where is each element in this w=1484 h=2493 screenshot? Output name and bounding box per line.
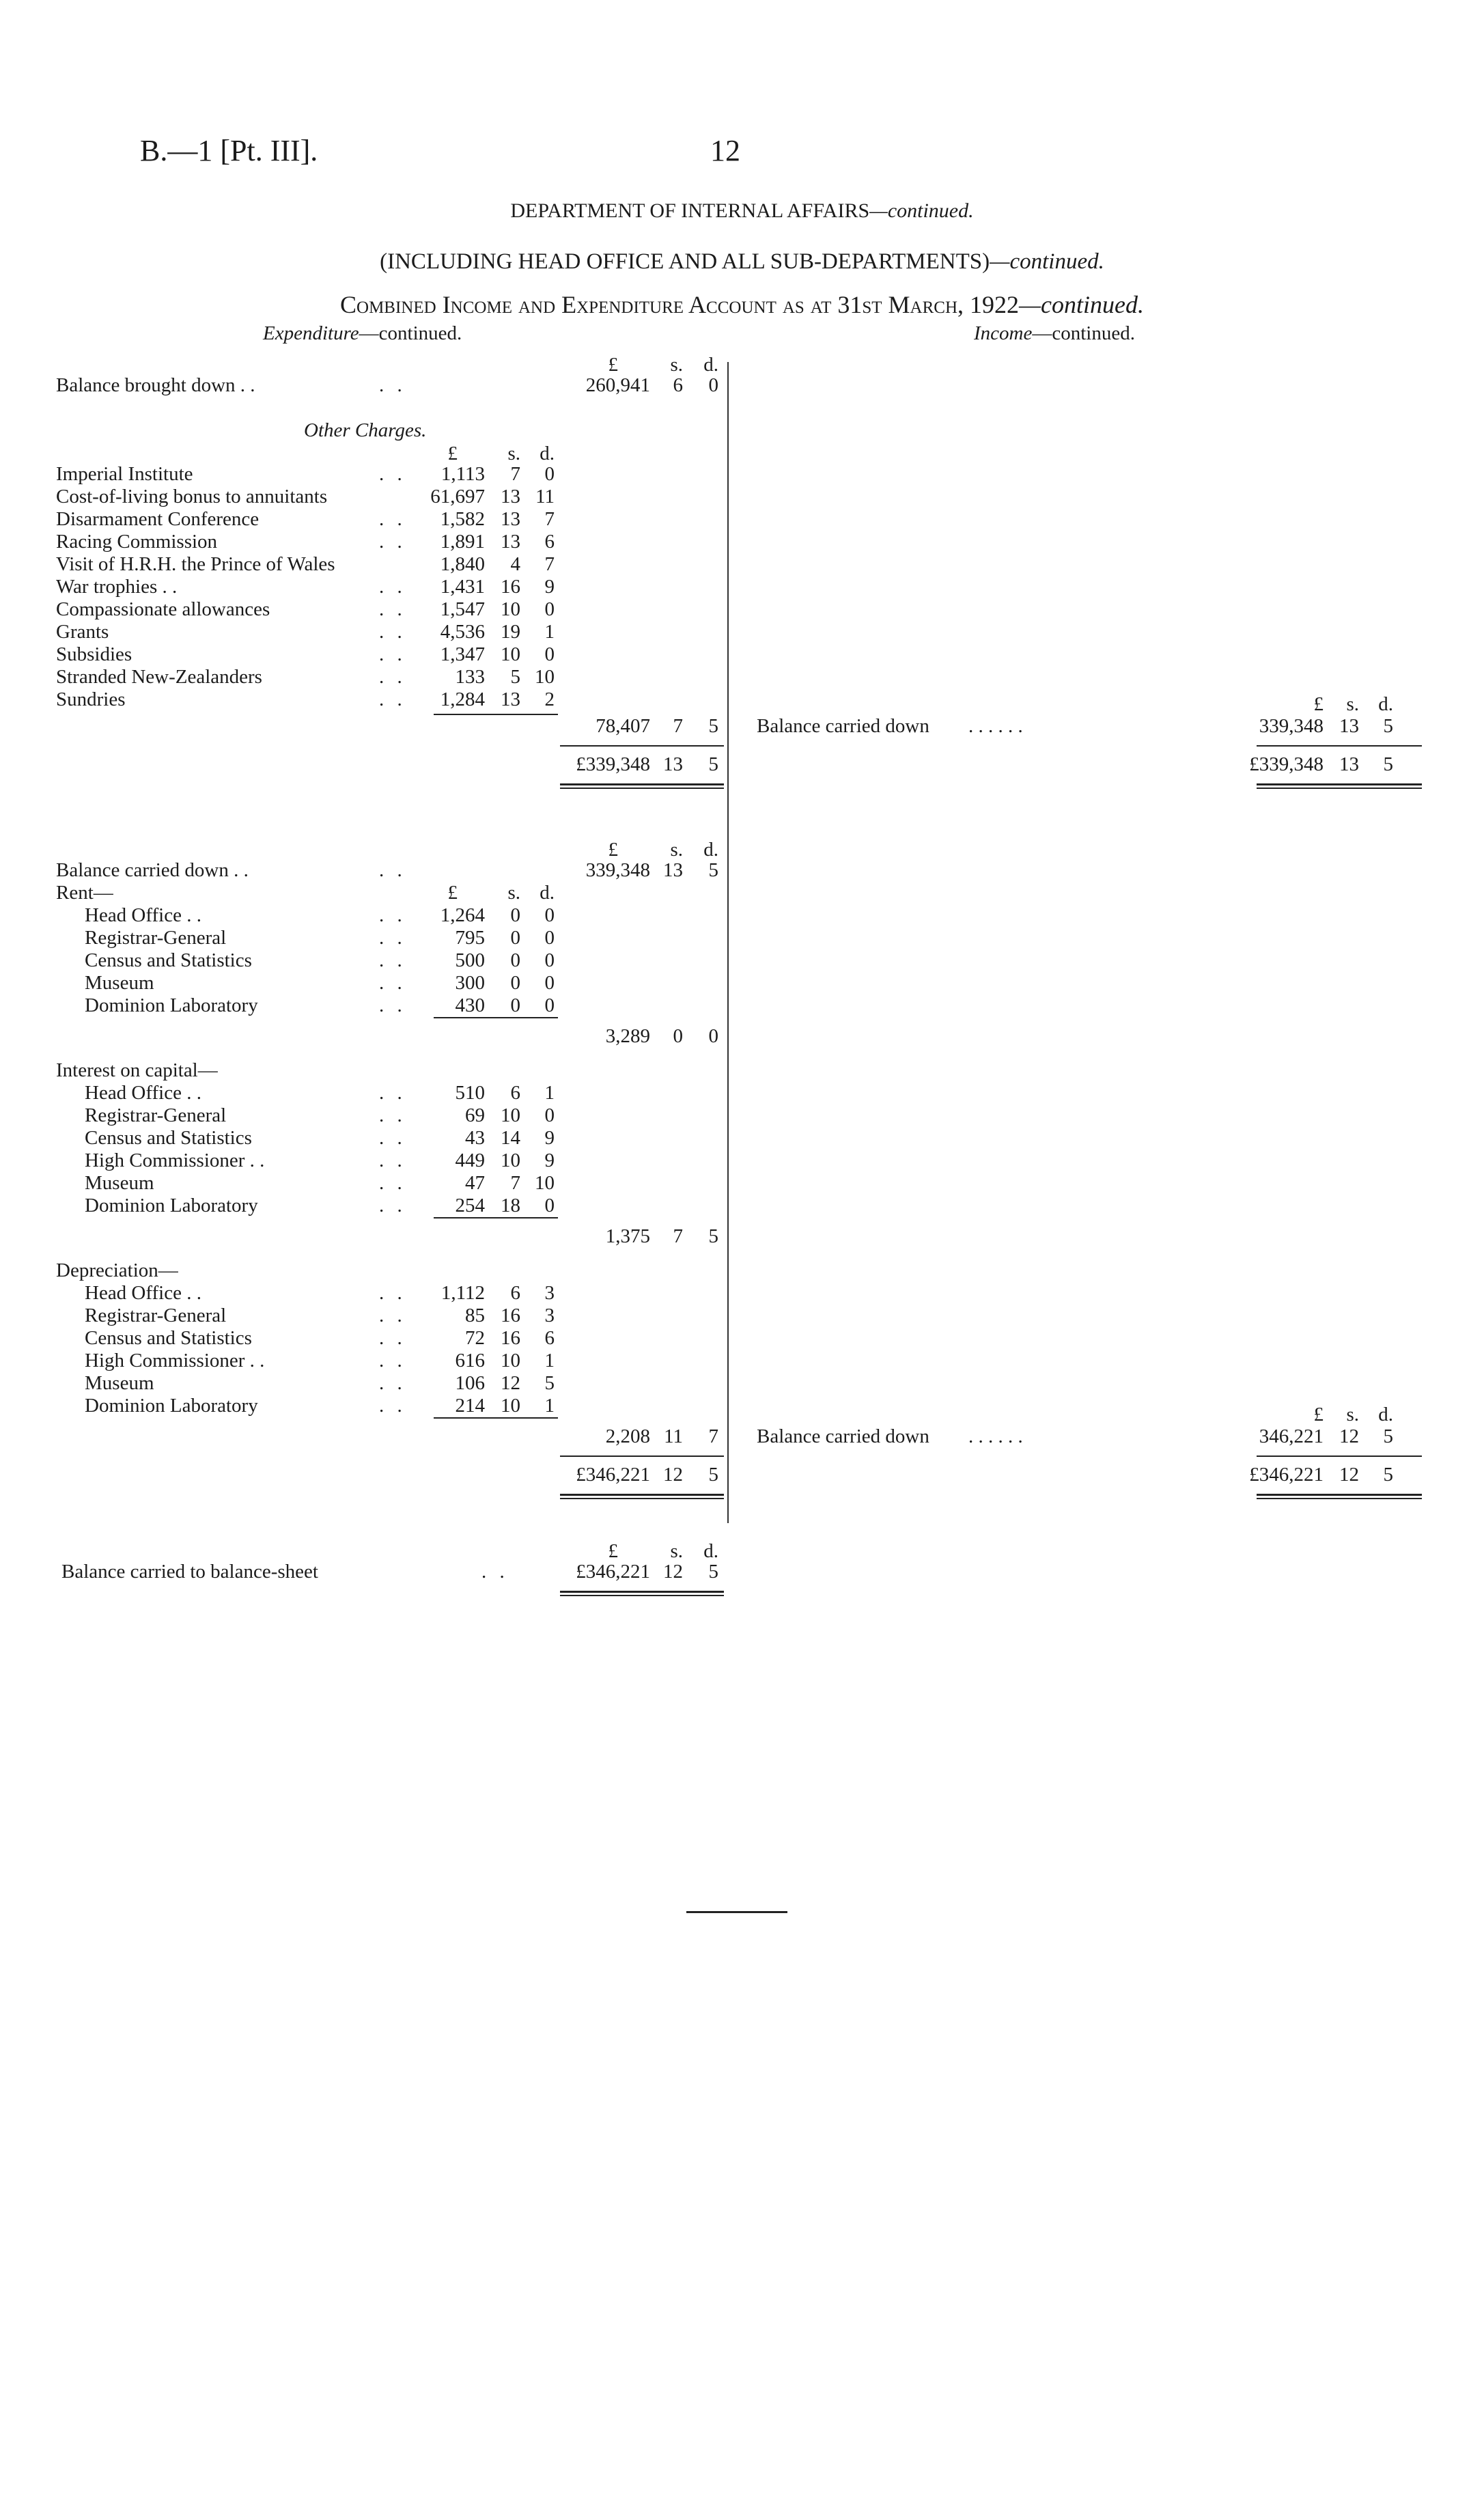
other-charges-subtotal-rule xyxy=(434,714,558,715)
outer-header-3-pound-symbol: £ xyxy=(608,1540,618,1562)
income-header-2-shilling-symbol: s. xyxy=(1346,1404,1359,1425)
depreciation-subtotal-shillings: 11 xyxy=(664,1425,683,1447)
depreciation-item-pence: 5 xyxy=(544,1372,555,1394)
rent-subtotal-pounds: 3,289 xyxy=(605,1025,650,1047)
interest-subtotal-pence: 5 xyxy=(708,1225,718,1247)
balance-brought-down-pence: 0 xyxy=(708,374,718,396)
balance-sheet-rule2 xyxy=(560,1595,724,1596)
other-charge-pence: 10 xyxy=(535,666,555,688)
income-header-2-pence-symbol: d. xyxy=(1378,1404,1393,1425)
interest-item-dots: . . xyxy=(379,1104,406,1126)
other-charge-shillings: 19 xyxy=(501,621,520,643)
income-balance-carried-down-2-shillings: 12 xyxy=(1339,1425,1359,1447)
interest-heading: Interest on capital— xyxy=(56,1059,218,1081)
department-title: DEPARTMENT OF INTERNAL AFFAIRS—continued. xyxy=(510,199,974,222)
department-subtitle: (INCLUDING HEAD OFFICE AND ALL SUB-DEPARTMENTS)—continued. xyxy=(380,249,1104,274)
outer-header-1-pound-symbol: £ xyxy=(608,354,618,376)
section1-total-rule-top xyxy=(560,745,724,747)
interest-item-shillings: 6 xyxy=(510,1082,520,1104)
other-charge-label: Sundries xyxy=(56,688,126,710)
other-charge-label: Compassionate allowances xyxy=(56,598,270,620)
depreciation-item-label: Head Office . . xyxy=(85,1282,201,1304)
outer-header-3-pence-symbol: d. xyxy=(703,1540,718,1562)
rent-item-shillings: 0 xyxy=(510,994,520,1016)
other-charge-pence: 11 xyxy=(535,486,555,507)
rent-item-pounds: 1,264 xyxy=(440,904,485,926)
balance-brought-down-label: Balance brought down . . xyxy=(56,374,255,396)
rent-subtotal-rule xyxy=(434,1017,558,1018)
account-title: Combined Income and Expenditure Account as at 31st March, 1922—continued. xyxy=(340,291,1144,318)
other-charges-title: Other Charges. xyxy=(304,419,427,441)
balance-to-balance-sheet-label: Balance carried to balance-sheet xyxy=(61,1561,318,1583)
other-charge-pounds: 133 xyxy=(455,666,485,688)
interest-item-label: Census and Statistics xyxy=(85,1127,252,1149)
other-charge-shillings: 13 xyxy=(501,486,520,507)
depreciation-item-label: Registrar-General xyxy=(85,1305,227,1326)
other-charge-shillings: 13 xyxy=(501,508,520,530)
interest-item-pounds: 43 xyxy=(465,1127,485,1149)
depreciation-item-label: High Commissioner . . xyxy=(85,1350,265,1371)
other-charge-pounds: 1,113 xyxy=(440,463,485,485)
other-charge-pounds: 4,536 xyxy=(440,621,485,643)
income-total-2-pounds: £346,221 xyxy=(1249,1464,1324,1486)
income-header-1-pence-symbol: d. xyxy=(1378,693,1393,715)
interest-item-pence: 0 xyxy=(544,1195,555,1216)
income-balance-carried-down-shillings: 13 xyxy=(1339,715,1359,737)
rent-item-dots: . . xyxy=(379,972,406,994)
interest-subtotal-rule xyxy=(434,1217,558,1218)
rent-item-pounds: 430 xyxy=(455,994,485,1016)
other-charges-subtotal-pounds: 78,407 xyxy=(596,715,650,737)
income-total-rule-bottom2-2 xyxy=(1257,1498,1422,1499)
interest-item-shillings: 10 xyxy=(501,1150,520,1171)
depreciation-item-label: Museum xyxy=(85,1372,154,1394)
depreciation-item-pence: 1 xyxy=(544,1395,555,1417)
interest-item-dots: . . xyxy=(379,1082,406,1104)
rent-item-label: Registrar-General xyxy=(85,927,227,949)
rent-item-pounds: 795 xyxy=(455,927,485,949)
interest-item-label: Dominion Laboratory xyxy=(85,1195,258,1216)
interest-item-pence: 9 xyxy=(544,1127,555,1149)
depreciation-item-dots: . . xyxy=(379,1372,406,1394)
rent-item-pence: 0 xyxy=(544,972,555,994)
other-charge-label: Visit of H.R.H. the Prince of Wales xyxy=(56,553,335,575)
depreciation-item-dots: . . xyxy=(379,1282,406,1304)
depreciation-item-pounds: 72 xyxy=(465,1327,485,1349)
other-charge-shillings: 13 xyxy=(501,688,520,710)
footer-rule xyxy=(686,1911,787,1913)
other-charge-pence: 7 xyxy=(544,508,555,530)
section2-total-rule-bottom2 xyxy=(560,1498,724,1499)
depreciation-item-shillings: 10 xyxy=(501,1350,520,1371)
section1-total-rule-bottom2 xyxy=(560,788,724,789)
other-charge-shillings: 13 xyxy=(501,531,520,553)
interest-item-shillings: 18 xyxy=(501,1195,520,1216)
depreciation-item-pounds: 214 xyxy=(455,1395,485,1417)
other-charge-label: Imperial Institute xyxy=(56,463,193,485)
inner-header-1-pound-symbol: £ xyxy=(447,443,458,464)
other-charge-dots: . . xyxy=(379,576,406,598)
balance-carried-down-pounds: 339,348 xyxy=(585,859,650,881)
other-charges-subtotal-shillings: 7 xyxy=(673,715,683,737)
inner-header-1-shilling-symbol: s. xyxy=(507,443,520,464)
rent-item-pounds: 500 xyxy=(455,949,485,971)
balance-to-balance-sheet-pounds: £346,221 xyxy=(576,1561,650,1583)
depreciation-subtotal-rule xyxy=(434,1417,558,1419)
rent-item-dots: . . xyxy=(379,904,406,926)
income-total-rule-bottom-2 xyxy=(1257,1494,1422,1496)
rent-subtotal-shillings: 0 xyxy=(673,1025,683,1047)
income-balance-carried-down-label-2: Balance carried down xyxy=(757,1425,929,1447)
other-charge-shillings: 10 xyxy=(501,643,520,665)
other-charge-pence: 9 xyxy=(544,576,555,598)
outer-header-2-pence-symbol: d. xyxy=(703,839,718,861)
depreciation-item-pounds: 1,112 xyxy=(440,1282,485,1304)
other-charge-pence: 0 xyxy=(544,598,555,620)
income-balance-carried-down-2-pounds: 346,221 xyxy=(1259,1425,1324,1447)
rent-item-shillings: 0 xyxy=(510,927,520,949)
other-charge-pence: 2 xyxy=(544,688,555,710)
other-charge-shillings: 4 xyxy=(510,553,520,575)
other-charge-label: Disarmament Conference xyxy=(56,508,260,530)
balance-brought-down-shillings: 6 xyxy=(673,374,683,396)
rent-item-shillings: 0 xyxy=(510,949,520,971)
interest-item-pence: 10 xyxy=(535,1172,555,1194)
rent-item-dots: . . xyxy=(379,927,406,949)
income-total-rule-bottom xyxy=(1257,783,1422,785)
income-total-pounds: £339,348 xyxy=(1249,753,1324,775)
other-charge-dots: . . xyxy=(379,688,406,710)
income-total-2-shillings: 12 xyxy=(1339,1464,1359,1486)
income-balance-dots-2: . . . . . . xyxy=(968,1425,1023,1447)
section2-total-pence: 5 xyxy=(708,1464,718,1486)
income-balance-carried-down-2-pence: 5 xyxy=(1383,1425,1393,1447)
depreciation-item-pounds: 85 xyxy=(465,1305,485,1326)
other-charge-pounds: 1,891 xyxy=(440,531,485,553)
outer-header-2-shilling-symbol: s. xyxy=(670,839,683,861)
rent-item-shillings: 0 xyxy=(510,972,520,994)
section2-total-rule-top xyxy=(560,1456,724,1457)
section2-total-rule-bottom xyxy=(560,1494,724,1496)
depreciation-item-pence: 3 xyxy=(544,1282,555,1304)
other-charge-dots: . . xyxy=(379,508,406,530)
other-charge-shillings: 16 xyxy=(501,576,520,598)
balance-to-balance-sheet-pence: 5 xyxy=(708,1561,718,1583)
section1-total-pounds: £339,348 xyxy=(576,753,650,775)
income-header-2-pound-symbol: £ xyxy=(1313,1404,1324,1425)
interest-item-pence: 9 xyxy=(544,1150,555,1171)
interest-subtotal-shillings: 7 xyxy=(673,1225,683,1247)
other-charge-dots: . . xyxy=(379,643,406,665)
rent-item-dots: . . xyxy=(379,994,406,1016)
balance-sheet-rule xyxy=(560,1591,724,1593)
section2-total-shillings: 12 xyxy=(663,1464,683,1486)
interest-item-dots: . . xyxy=(379,1127,406,1149)
other-charge-dots: . . xyxy=(379,598,406,620)
depreciation-item-pence: 6 xyxy=(544,1327,555,1349)
other-charge-shillings: 10 xyxy=(501,598,520,620)
depreciation-item-dots: . . xyxy=(379,1350,406,1371)
inner-header-2-pence-symbol: d. xyxy=(540,882,555,904)
outer-header-1-shilling-symbol: s. xyxy=(670,354,683,376)
income-total-rule-top xyxy=(1257,745,1422,747)
income-total-shillings: 13 xyxy=(1339,753,1359,775)
rent-item-label: Dominion Laboratory xyxy=(85,994,258,1016)
document-reference: B.—1 [Pt. III]. xyxy=(140,134,318,167)
other-charge-pounds: 1,431 xyxy=(440,576,485,598)
income-balance-carried-down-pounds: 339,348 xyxy=(1259,715,1324,737)
other-charge-pounds: 1,840 xyxy=(440,553,485,575)
income-header-1-pound-symbol: £ xyxy=(1313,693,1324,715)
other-charge-pence: 0 xyxy=(544,463,555,485)
depreciation-item-shillings: 10 xyxy=(501,1395,520,1417)
interest-item-label: Registrar-General xyxy=(85,1104,227,1126)
other-charge-pounds: 1,547 xyxy=(440,598,485,620)
interest-item-pounds: 510 xyxy=(455,1082,485,1104)
rent-item-pence: 0 xyxy=(544,949,555,971)
balance-carried-down-dots: . . xyxy=(379,859,406,881)
interest-item-pounds: 254 xyxy=(455,1195,485,1216)
balance-carried-down-label: Balance carried down . . xyxy=(56,859,249,881)
depreciation-item-dots: . . xyxy=(379,1327,406,1349)
other-charge-dots: . . xyxy=(379,621,406,643)
interest-item-shillings: 14 xyxy=(501,1127,520,1149)
depreciation-item-dots: . . xyxy=(379,1395,406,1417)
other-charge-label: Subsidies xyxy=(56,643,132,665)
interest-item-dots: . . xyxy=(379,1150,406,1171)
other-charge-label: Cost-of-living bonus to annuitants xyxy=(56,486,328,507)
depreciation-subtotal-pence: 7 xyxy=(708,1425,718,1447)
interest-item-dots: . . xyxy=(379,1172,406,1194)
interest-item-dots: . . xyxy=(379,1195,406,1216)
depreciation-item-pence: 1 xyxy=(544,1350,555,1371)
depreciation-item-label: Census and Statistics xyxy=(85,1327,252,1349)
income-total-rule-top-2 xyxy=(1257,1456,1422,1457)
income-heading: Income—continued. xyxy=(974,322,1135,344)
depreciation-item-shillings: 16 xyxy=(501,1305,520,1326)
outer-header-2-pound-symbol: £ xyxy=(608,839,618,861)
other-charge-dots: . . xyxy=(379,463,406,485)
other-charge-shillings: 7 xyxy=(510,463,520,485)
income-balance-dots: . . . . . . xyxy=(968,715,1023,737)
inner-header-2-shilling-symbol: s. xyxy=(507,882,520,904)
income-total-2-pence: 5 xyxy=(1383,1464,1393,1486)
depreciation-item-shillings: 16 xyxy=(501,1327,520,1349)
rent-subtotal-pence: 0 xyxy=(708,1025,718,1047)
rent-item-shillings: 0 xyxy=(510,904,520,926)
outer-header-3-shilling-symbol: s. xyxy=(670,1540,683,1562)
balance-brought-down-dots: . . xyxy=(379,374,406,396)
balance-carried-down-pence: 5 xyxy=(708,859,718,881)
other-charge-label: Racing Commission xyxy=(56,531,218,553)
section2-total-pounds: £346,221 xyxy=(576,1464,650,1486)
rent-heading: Rent— xyxy=(56,882,113,904)
rent-item-pence: 0 xyxy=(544,904,555,926)
rent-item-pence: 0 xyxy=(544,927,555,949)
section1-total-shillings: 13 xyxy=(663,753,683,775)
rent-item-pence: 0 xyxy=(544,994,555,1016)
interest-item-label: High Commissioner . . xyxy=(85,1150,265,1171)
other-charge-pence: 0 xyxy=(544,643,555,665)
interest-item-pounds: 69 xyxy=(465,1104,485,1126)
depreciation-item-pence: 3 xyxy=(544,1305,555,1326)
other-charge-pounds: 1,347 xyxy=(440,643,485,665)
rent-item-label: Museum xyxy=(85,972,154,994)
interest-item-shillings: 10 xyxy=(501,1104,520,1126)
balance-carried-down-shillings: 13 xyxy=(663,859,683,881)
rent-item-label: Census and Statistics xyxy=(85,949,252,971)
income-balance-carried-down-label: Balance carried down xyxy=(757,715,929,737)
section1-total-pence: 5 xyxy=(708,753,718,775)
income-header-1-shilling-symbol: s. xyxy=(1346,693,1359,715)
interest-subtotal-pounds: 1,375 xyxy=(605,1225,650,1247)
balance-brought-down-pounds: 260,941 xyxy=(585,374,650,396)
section1-total-rule-bottom xyxy=(560,783,724,785)
other-charge-label: Grants xyxy=(56,621,109,643)
balance-to-balance-sheet-shillings: 12 xyxy=(663,1561,683,1583)
interest-item-pence: 1 xyxy=(544,1082,555,1104)
depreciation-item-pounds: 616 xyxy=(455,1350,485,1371)
other-charge-dots: . . xyxy=(379,666,406,688)
income-total-pence: 5 xyxy=(1383,753,1393,775)
other-charge-pounds: 1,582 xyxy=(440,508,485,530)
other-charge-label: War trophies . . xyxy=(56,576,178,598)
depreciation-item-dots: . . xyxy=(379,1305,406,1326)
other-charge-pence: 6 xyxy=(544,531,555,553)
other-charge-pounds: 61,697 xyxy=(430,486,485,507)
other-charge-shillings: 5 xyxy=(510,666,520,688)
outer-header-1-pence-symbol: d. xyxy=(703,354,718,376)
other-charge-label: Stranded New-Zealanders xyxy=(56,666,262,688)
inner-header-1-pence-symbol: d. xyxy=(540,443,555,464)
interest-item-pounds: 449 xyxy=(455,1150,485,1171)
other-charge-pence: 1 xyxy=(544,621,555,643)
depreciation-heading: Depreciation— xyxy=(56,1259,178,1281)
page-number: 12 xyxy=(710,134,740,167)
other-charge-pounds: 1,284 xyxy=(440,688,485,710)
income-total-rule-bottom2 xyxy=(1257,788,1422,789)
other-charge-dots: . . xyxy=(379,531,406,553)
income-balance-carried-down-pence: 5 xyxy=(1383,715,1393,737)
depreciation-subtotal-pounds: 2,208 xyxy=(605,1425,650,1447)
expenditure-heading: Expenditure—continued. xyxy=(263,322,462,344)
interest-item-label: Museum xyxy=(85,1172,154,1194)
other-charges-subtotal-pence: 5 xyxy=(708,715,718,737)
depreciation-item-pounds: 106 xyxy=(455,1372,485,1394)
interest-item-pounds: 47 xyxy=(465,1172,485,1194)
rent-item-pounds: 300 xyxy=(455,972,485,994)
column-divider xyxy=(727,362,729,1523)
balance-to-balance-sheet-dots: . . xyxy=(481,1561,509,1583)
interest-item-pence: 0 xyxy=(544,1104,555,1126)
inner-header-2-pound-symbol: £ xyxy=(447,882,458,904)
rent-item-dots: . . xyxy=(379,949,406,971)
depreciation-item-label: Dominion Laboratory xyxy=(85,1395,258,1417)
interest-item-shillings: 7 xyxy=(510,1172,520,1194)
interest-item-label: Head Office . . xyxy=(85,1082,201,1104)
depreciation-item-shillings: 6 xyxy=(510,1282,520,1304)
depreciation-item-shillings: 12 xyxy=(501,1372,520,1394)
other-charge-pence: 7 xyxy=(544,553,555,575)
rent-item-label: Head Office . . xyxy=(85,904,201,926)
